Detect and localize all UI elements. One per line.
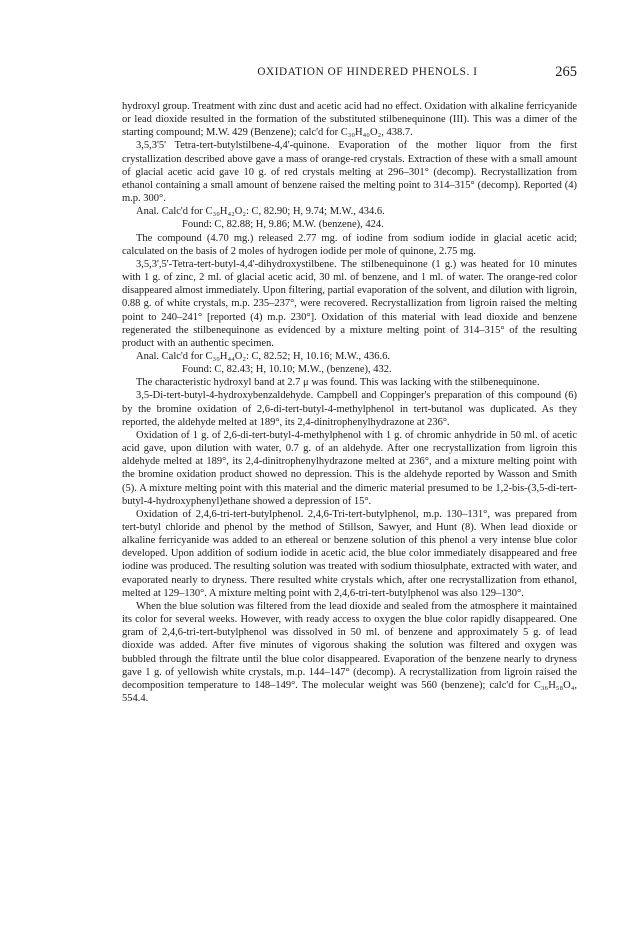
paragraph-anal-calcd-quinone: Anal. Calc'd for C₃₀H₄₂O₂: C, 82.90; H, 9.74; M.W., 434.6. (136, 206, 385, 218)
paragraph-chromic-oxidation: Oxidation of 1 g. of 2,6-di-tert-butyl-4-methylphenol with 1 g. of chromic anhydride in 50 ml. of acetic acid gave, upon dilution with water, 0.7 g. of an aldehyde. After one recrystallization from ligroin this aldehyde melted at 189°, its 2,4-dinitrophenylhydrazone melted at 236°, and a mixture melting point with the bromine oxidation product showed no depression. This is the aldehyde reported by Wasson and Smith (5). A mixture melting point with this material and the dimeric material presumed to be 1,2-bis-(3,5-di-tert-butyl-4-hydroxyphenyl)ethane showed a depression of 15°. (122, 429, 577, 507)
paragraph-dihydroxystilbene: 3,5,3',5'-Tetra-tert-butyl-4,4'-dihydroxystilbene. The stilbenequinone (1 g.) was heated for 10 minutes with 1 g. of zinc, 2 ml. of glacial acetic acid, 30 ml. of benzene, and 1 ml. of water. The orange-red color disappeared almost immediately. Upon filtering, partial evaporation of the solvent, and dilution with ligroin, 0.88 g. of white crystals, m.p. 235–237°, were recovered. Recrystallization from ligroin raised the melting point to 240–241° [reported (4) m.p. 230°]. Oxidation of this material with lead dioxide and benzene regenerated the stilbenequinone as evidenced by a mixture melting point of 314–315° of the resulting product with an authentic specimen. (122, 258, 577, 349)
paragraph-found-stilbene: Found: C, 82.43; H, 10.10; M.W., (benzene), 432. (182, 364, 392, 376)
paragraph-hydroxyl-band: The characteristic hydroxyl band at 2.7 μ was found. This was lacking with the stilbenequinone. (136, 377, 540, 389)
article-body (122, 100, 577, 705)
paragraph-anal-calcd-stilbene: Anal. Calc'd for C₃₀H₄₄O₂: C, 82.52; H, 10.16; M.W., 436.6. (136, 350, 391, 362)
paragraph-benzaldehyde: 3,5-Di-tert-butyl-4-hydroxybenzaldehyde. Campbell and Coppinger's preparation of this compound (6) by the bromine oxidation of 2,6-di-tert-butyl-4-methylphenol in tert-butanol was duplicated. As they reported, the aldehyde melted at 189°, its 2,4-dinitrophenylhydrazone at 236°. (122, 390, 577, 428)
paragraph-blue-solution: When the blue solution was filtered from the lead dioxide and sealed from the atmosphere it maintained its color for several weeks. However, with ready access to oxygen the blue color rapidly disappeared. One gram of 2,4,6-tri-tert-butylphenol was dissolved in 50 ml. of benzene and approximately 5 g. of lead dioxide was added. After five minutes of vigorous shaking the solution was filtered and oxygen was bubbled through the filtrate until the blue color disappeared. Evaporation of the benzene nearly to dryness gave 1 g. of yellowish white crystals, m.p. 144–147° (decomp). A recrystallization from ligroin raised the decomposition temperature to 148–149°. The molecular weight was 560 (benzene); calc'd for C₃₆H₅₈O₄, 554.4. (122, 600, 577, 705)
running-head: OXIDATION OF HINDERED PHENOLS. I (257, 66, 478, 78)
paragraph-tri-tert-butylphenol: Oxidation of 2,4,6-tri-tert-butylphenol. 2,4,6-Tri-tert-butylphenol, m.p. 130–131°, was prepared from tert-butyl chloride and phenol by the method of Stillson, Sawyer, and Hunt (8). When lead dioxide or alkaline ferricyanide was added to an ethereal or benzene solution of this phenol a very intense blue color developed. Upon addition of sodium iodide in acetic acid, the blue color immediately disappeared and free iodine was produced. The resulting solution was treated with sodium thiosulphate, extracted with water, and evaporated nearly to dryness. There resulted white crystals which, after one recrystallization from ethanol, melted at 129–130°. A mixture melting point with 2,4,6-tri-tert-butylphenol was also 129–130°. (122, 508, 577, 599)
page-header (122, 66, 577, 86)
page-number: 265 (555, 64, 577, 80)
paragraph-hydroxyl-group: hydroxyl group. Treatment with zinc dust and acetic acid had no effect. Oxidation with alkaline ferricyanide or lead dioxide resulted in the formation of the substituted stilbenequinone (III). This was a dimer of the starting compound; M.W. 429 (Benzene); calc'd for C₃₀H₄₀O₂, 438.7. (122, 101, 577, 139)
paragraph-stilbene-quinone: 3,5,3'5' Tetra-tert-butylstilbene-4,4'-quinone. Evaporation of the mother liquor from the first crystallization described above gave a mass of orange-red crystals. Extraction of these with a small amount of glacial acetic acid gave 10 g. of red crystals melting at 296–301° (decomp). Recrystallization from ethanol containing a small amount of benzene raised the melting point to 314–315° (decomp). Reported (4) m.p. 300°. (122, 140, 577, 205)
paragraph-iodine-release: The compound (4.70 mg.) released 2.77 mg. of iodine from sodium iodide in glacial acetic acid; calculated on the basis of 2 moles of hydrogen iodide per mole of quinone, 2.75 mg. (122, 232, 577, 257)
paragraph-found-quinone: Found: C, 82.88; H, 9.86; M.W. (benzene), 424. (182, 219, 384, 231)
